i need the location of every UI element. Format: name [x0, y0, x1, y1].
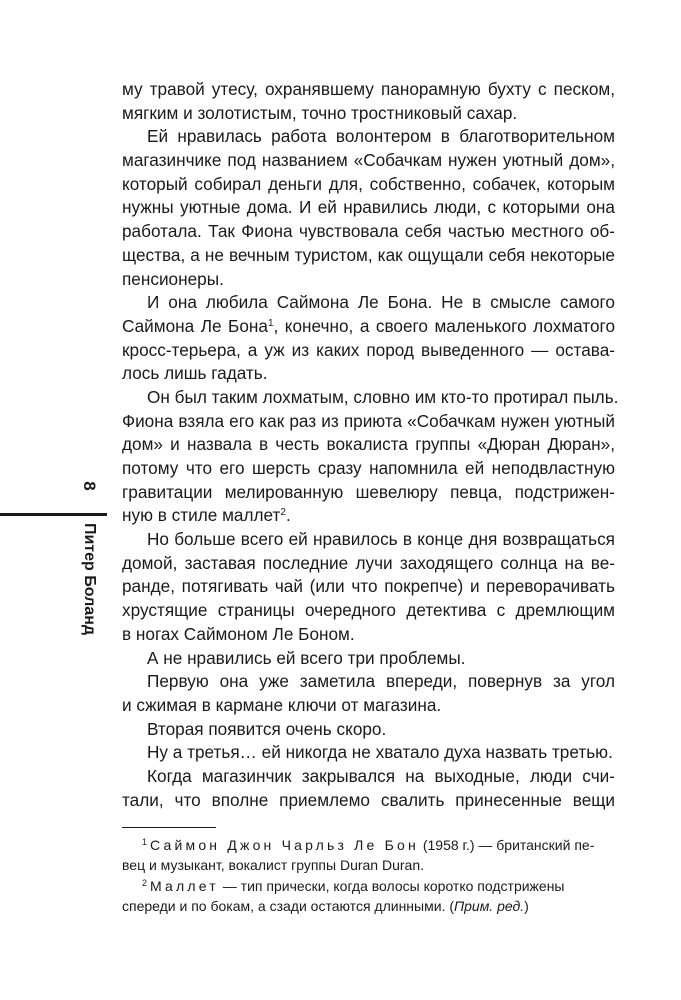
- text-line-content: Когда магазинчик закрывался на выходные, люди счи-: [147, 765, 615, 786]
- text-line-content: потому что его шерсть сразу напомнила ей неподвластную: [122, 458, 615, 478]
- text-line: [122, 291, 615, 315]
- text-line-content: нужны уютные дома. И ей нравились люди, с которыми она: [122, 197, 615, 218]
- text-line-continuation: , конечно, а своего маленького лохматого: [273, 315, 615, 336]
- text-line: [122, 599, 615, 623]
- text-line: [122, 315, 615, 339]
- body-text: [122, 78, 619, 812]
- footnote-2-editor-note: Прим. ред.: [453, 898, 525, 915]
- text-line: [122, 789, 615, 813]
- text-line: [122, 623, 615, 647]
- running-head-author: Питер Боланд: [81, 522, 98, 636]
- text-line-content: Но больше всего ей нравилось в конце дня возвращаться: [147, 529, 615, 550]
- text-line-continuation: .: [285, 505, 291, 526]
- text-line-content: Первую она уже заметила впереди, повернув за угол: [147, 671, 615, 692]
- text-line-content: ную в стиле маллет: [122, 505, 281, 526]
- text-line: [122, 268, 615, 292]
- text-line-content: работала. Так Фиона чувствовала себя частью местного об-: [122, 221, 615, 242]
- text-line: [122, 102, 615, 126]
- text-line-content: мягким и золотистым, точно тростниковый сахар.: [122, 102, 518, 123]
- text-line-content: Фиона взяла его как раз из приюта «Собачкам нужен уютный: [122, 410, 615, 431]
- footnote-2-line-1: [122, 876, 615, 896]
- footnotes: [122, 835, 615, 917]
- text-line: [122, 481, 615, 505]
- text-line: [122, 741, 615, 765]
- text-line-content: Он был таким лохматым, словно им кто-то протирал пыль.: [147, 386, 619, 407]
- text-line: [122, 433, 615, 457]
- text-line: [122, 173, 615, 197]
- footnote-divider: [122, 827, 216, 828]
- footnote-2-line-2-end: ): [524, 898, 529, 915]
- text-line: [122, 78, 615, 102]
- text-line-content: магазинчике под названием «Собачкам нужен уютный дом»,: [122, 150, 615, 171]
- text-line-content: А не нравились ей всего три проблемы.: [147, 647, 466, 668]
- text-line-content: дом» и назвала в честь вокалиста группы «Дюран Дюран»,: [122, 434, 615, 455]
- page-number: 8: [80, 481, 99, 491]
- text-line-content: Вторая появится очень скоро.: [147, 718, 387, 739]
- text-line-content: гравитации мелированную шевелюру певца, подстрижен-: [122, 481, 615, 502]
- footnote-1-term: Саймон Джон Чарльз Ле Бон: [150, 837, 419, 853]
- footnote-1-line-2: вец и музыкант, вокалист группы Duran Duran.: [122, 857, 425, 874]
- footnote-2-line-2: [122, 896, 615, 916]
- footnote-2-number: 2: [142, 877, 148, 888]
- text-line: [122, 552, 615, 576]
- text-line-content: щества, а не вечным туристом, как ощущали себя некоторые: [122, 244, 615, 265]
- footnote-2-term: Маллет: [150, 877, 219, 894]
- text-line: [122, 647, 615, 671]
- text-line: [122, 670, 615, 694]
- text-line-content: тали, что вполне приемлемо свалить принесенные вещи: [122, 789, 615, 810]
- text-line: [122, 694, 615, 718]
- text-line: [122, 220, 615, 244]
- text-line: [122, 196, 615, 220]
- text-line: [122, 504, 615, 528]
- text-line: [122, 125, 615, 149]
- text-line-content: и сжимая в кармане ключи от магазина.: [122, 694, 442, 715]
- footnote-1-line-1: [122, 835, 615, 855]
- text-line-content: ранде, потягивать чай (или что покрепче) и переворачивать: [122, 576, 615, 597]
- text-line-content: Саймона Ле Бона: [122, 315, 268, 336]
- text-line-content: И она любила Саймона Ле Бона. Не в смысле самого: [147, 292, 615, 313]
- text-line-content: Ну а третья… ей никогда не хватало духа назвать третью.: [147, 742, 613, 763]
- text-line-content: Ей нравилась работа волонтером в благотворительном: [147, 126, 615, 147]
- footnote-2-text: — тип прически, когда волосы коротко подстрижены: [218, 877, 565, 894]
- footnote-1-number: 1: [142, 837, 148, 847]
- text-line: [122, 718, 615, 742]
- text-line: [122, 410, 615, 434]
- text-line: [122, 386, 619, 410]
- text-line-content: пенсионеры.: [122, 268, 224, 289]
- text-line-content: домой, заставая последние лучи заходящего солнца на ве-: [122, 552, 615, 573]
- footnote-reference: 1: [267, 317, 274, 329]
- text-line-content: в ногах Саймоном Ле Боном.: [122, 623, 355, 644]
- text-line-content: кросс-терьера, а уж из каких пород выведенного — остава-: [122, 339, 615, 360]
- footnote-2-line-2-text: спереди и по бокам, а сзади остаются длинными. (: [122, 898, 454, 915]
- text-line-content: му травой утесу, охранявшему панорамную бухту с песком,: [122, 79, 615, 99]
- text-line: [122, 149, 615, 173]
- text-line: [122, 457, 615, 481]
- text-line: [122, 362, 615, 386]
- text-line: [122, 339, 615, 363]
- text-line-content: хрустящие страницы очередного детектива с дремлющим: [122, 600, 615, 621]
- text-line: [122, 765, 615, 789]
- text-line: [122, 575, 615, 599]
- footnote-reference: 2: [280, 507, 286, 519]
- text-line: [122, 244, 615, 268]
- text-line-content: который собирал деньги для, собственно, собачек, которым: [122, 173, 615, 194]
- text-line-content: лось лишь гадать.: [122, 363, 268, 384]
- footnote-1-text: (1958 г.) — британский пе-: [418, 837, 595, 853]
- text-line: [122, 528, 615, 552]
